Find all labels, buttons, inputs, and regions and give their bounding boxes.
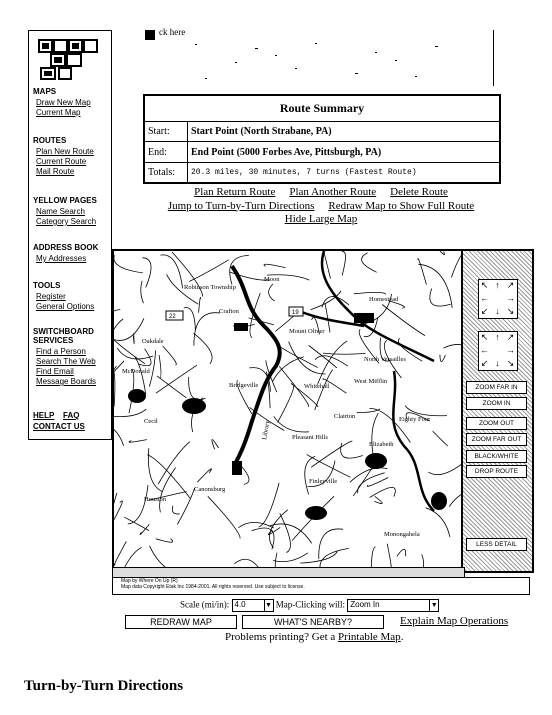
map-canvas[interactable] xyxy=(114,251,461,571)
shield-19: 19 xyxy=(292,310,299,316)
sidebar-contact-link[interactable]: CONTACT US xyxy=(33,422,85,431)
hide-large-map-link[interactable]: Hide Large Map xyxy=(284,213,358,225)
map-road xyxy=(212,440,219,450)
map-place-label: West Mifflin xyxy=(354,378,388,385)
map-place-label: McDonald xyxy=(122,368,150,375)
map-road xyxy=(114,409,146,416)
map-road xyxy=(311,441,352,467)
map-road xyxy=(278,386,294,422)
map-road xyxy=(114,493,117,516)
pan-pad-bottom[interactable]: ↖ ↑ ↗ ← → ↙ ↓ ↘ xyxy=(478,331,518,371)
redraw-map-button[interactable]: REDRAW MAP xyxy=(125,615,237,629)
map-road xyxy=(397,549,406,556)
printable-map-link[interactable]: Printable Map xyxy=(338,631,401,643)
sidebar-link[interactable]: Message Boards xyxy=(36,377,97,386)
copyright-line-1: Map by Where On Up (R) xyxy=(121,578,178,584)
map-road xyxy=(199,297,201,312)
map-road xyxy=(375,496,383,503)
map-place-label: Houston xyxy=(144,496,167,503)
top-noise xyxy=(175,40,475,82)
route-summary xyxy=(143,94,501,184)
map-road xyxy=(163,346,177,365)
sidebar-link[interactable]: Search The Web xyxy=(36,357,96,366)
map-road xyxy=(160,468,176,513)
jump-turn-by-turn-link[interactable]: Jump to Turn-by-Turn Directions xyxy=(167,199,315,212)
route-map[interactable] xyxy=(112,249,463,573)
sidebar-heading: TOOLS xyxy=(33,281,61,290)
map-place-label: Oakdale xyxy=(142,338,164,345)
map-road xyxy=(159,355,161,378)
sidebar-faq-link[interactable]: FAQ xyxy=(63,411,80,420)
less-detail-button[interactable]: LESS DETAIL xyxy=(466,538,527,551)
map-road xyxy=(259,483,279,527)
map-road xyxy=(194,313,220,346)
sidebar-heading: YELLOW PAGES xyxy=(33,196,97,205)
map-road xyxy=(197,469,211,482)
scale-row xyxy=(180,599,439,612)
map-road xyxy=(350,468,387,482)
map-road xyxy=(443,344,461,363)
map-road xyxy=(372,413,378,456)
map-place-label: Eighty Four xyxy=(399,416,431,423)
map-road xyxy=(114,255,143,273)
map-road xyxy=(433,431,448,446)
printing-suffix: . xyxy=(400,631,404,643)
sidebar-heading: SWITCHBOARD SERVICES xyxy=(33,327,94,345)
map-road xyxy=(189,377,206,400)
sidebar-link[interactable]: General Options xyxy=(36,302,95,311)
scale-label: Scale (mi/in): xyxy=(180,599,230,610)
map-road xyxy=(184,308,196,330)
map-road xyxy=(370,408,411,442)
sidebar-heading: ROUTES xyxy=(33,136,67,145)
sidebar-link[interactable]: Register xyxy=(36,292,66,301)
map-road xyxy=(323,353,365,354)
sidebar-heading: MAPS xyxy=(33,87,57,96)
site-logo[interactable] xyxy=(37,37,99,81)
map-road xyxy=(148,448,162,491)
corner-block xyxy=(145,30,155,40)
map-road xyxy=(114,541,126,565)
top-strip xyxy=(145,27,494,86)
map-copyright xyxy=(112,577,530,595)
map-road xyxy=(156,365,197,393)
map-road xyxy=(238,522,273,528)
map-road xyxy=(194,333,212,364)
map-road xyxy=(147,455,190,499)
map-clicking-label: Map-Clicking will: xyxy=(275,599,345,610)
totals-value: 20.3 miles, 30 minutes, 7 turns (Fastest Route) xyxy=(188,162,500,182)
sidebar-link[interactable]: Draw New Map xyxy=(36,98,91,107)
map-road xyxy=(370,487,396,497)
plan-return-route-link[interactable]: Plan Return Route xyxy=(194,186,276,198)
map-road xyxy=(158,442,190,484)
map-road xyxy=(382,305,425,336)
map-road xyxy=(172,506,179,514)
map-road xyxy=(129,440,147,443)
end-value: End Point (5000 Forbes Ave, Pittsburgh, PA) xyxy=(188,142,500,162)
sidebar-link[interactable]: Current Map xyxy=(36,108,81,117)
map-road xyxy=(405,406,447,416)
map-road xyxy=(156,539,173,543)
map-road xyxy=(430,289,451,307)
zoom-far-out-button[interactable]: ZOOM FAR OUT xyxy=(466,433,527,446)
map-place-label: Monongahela xyxy=(384,531,420,538)
route-links xyxy=(143,186,499,227)
zoom-in-button[interactable]: ZOOM IN xyxy=(466,397,527,410)
map-road xyxy=(142,258,151,288)
printing-note xyxy=(225,631,403,643)
scale-select-value: 4.0 xyxy=(234,600,246,609)
scale-select-arrow-icon: ▼ xyxy=(265,602,272,609)
map-road xyxy=(319,529,343,559)
map-road xyxy=(342,252,345,276)
map-road xyxy=(140,524,149,534)
sidebar-link[interactable]: Find a Person xyxy=(36,347,86,356)
map-place-label: Robinson Township xyxy=(184,284,236,291)
map-road xyxy=(440,355,446,362)
plan-another-route-link[interactable]: Plan Another Route xyxy=(289,186,377,198)
printing-prefix: Problems printing? Get a xyxy=(225,631,336,643)
map-road xyxy=(451,251,461,278)
delete-route-link[interactable]: Delete Route xyxy=(390,186,448,198)
map-road xyxy=(362,253,377,272)
map-road xyxy=(189,260,229,282)
sidebar xyxy=(28,30,112,440)
map-road xyxy=(354,292,386,294)
map-road xyxy=(208,496,240,538)
route-line xyxy=(232,266,280,466)
sidebar-link[interactable]: Category Search xyxy=(36,217,97,226)
map-road xyxy=(325,303,330,333)
sidebar-link[interactable]: Find Email xyxy=(36,367,74,376)
map-road xyxy=(289,342,326,374)
map-road xyxy=(157,376,186,398)
explain-map-operations-link[interactable]: Explain Map Operations xyxy=(400,615,509,627)
map-road xyxy=(418,264,452,308)
map-road xyxy=(305,456,315,494)
sidebar-link[interactable]: Name Search xyxy=(36,207,85,216)
top-cut-text[interactable]: ck here xyxy=(159,27,186,37)
map-place-label: Pleasant Hills xyxy=(292,434,328,441)
pan-pad-top[interactable]: ↖ ↑ ↗ ← → ↙ ↓ ↘ xyxy=(478,279,518,319)
map-road xyxy=(418,259,427,285)
map-place-label: Bridgeville xyxy=(229,382,259,389)
map-place-label: Library xyxy=(261,419,272,441)
sidebar-help-link[interactable]: HELP xyxy=(33,411,55,420)
copyright-line-2: Map data Copyright Etak Inc 1984-2001. All rights reserved. Use subject to license. xyxy=(121,584,305,590)
map-place-label: Homestead xyxy=(369,296,399,303)
map-place-label: North Versailles xyxy=(364,356,406,363)
end-label: End: xyxy=(145,142,188,162)
zoom-out-button[interactable]: ZOOM OUT xyxy=(466,417,527,430)
start-label: Start: xyxy=(145,122,188,142)
map-road xyxy=(114,501,122,521)
map-place-label: Mount Oliver xyxy=(289,328,325,335)
redraw-full-route-link[interactable]: Redraw Map to Show Full Route xyxy=(328,199,475,212)
map-place-label: Finleyville xyxy=(309,478,338,485)
map-road xyxy=(264,264,285,267)
map-place-label: Crafton xyxy=(219,308,239,315)
map-road xyxy=(133,333,134,343)
map-place-label: Canonsburg xyxy=(194,486,226,493)
map-road xyxy=(128,485,148,524)
map-road xyxy=(426,508,450,537)
zoom-far-in-button[interactable]: ZOOM FAR IN xyxy=(466,381,527,394)
black-white-button[interactable]: BLACK/WHITE xyxy=(466,450,527,463)
sidebar-heading: ADDRESS BOOK xyxy=(33,243,99,252)
map-controls xyxy=(461,249,534,573)
map-clicking-select-value: Zoom In xyxy=(350,600,380,609)
map-road xyxy=(114,318,144,340)
map-place-label: Cecil xyxy=(144,418,158,425)
map-road xyxy=(449,482,461,506)
map-road xyxy=(428,464,461,474)
map-place-label: Whitehall xyxy=(304,383,330,390)
map-place-label: Moon xyxy=(264,276,280,283)
drop-route-button[interactable]: DROP ROUTE xyxy=(466,465,527,478)
map-road xyxy=(315,356,348,366)
map-road xyxy=(114,423,124,445)
sidebar-link[interactable]: Mail Route xyxy=(36,167,75,176)
map-road xyxy=(427,251,444,255)
whats-nearby-button[interactable]: WHAT'S NEARBY? xyxy=(242,615,384,629)
map-road xyxy=(114,310,120,355)
map-road xyxy=(273,553,308,562)
sidebar-link[interactable]: Plan New Route xyxy=(36,147,94,156)
map-road xyxy=(274,416,309,432)
map-road xyxy=(367,478,388,487)
map-road xyxy=(141,281,144,303)
sidebar-link[interactable]: Current Route xyxy=(36,157,87,166)
sidebar-link[interactable]: My Addresses xyxy=(36,254,87,263)
map-clicking-select[interactable] xyxy=(347,599,439,612)
map-road xyxy=(280,513,291,552)
start-value: Start Point (North Strabane, PA) xyxy=(188,122,500,142)
shield-22: 22 xyxy=(169,314,176,320)
scale-select[interactable] xyxy=(232,599,274,612)
turn-by-turn-heading: Turn-by-Turn Directions xyxy=(24,678,184,694)
map-clicking-arrow-icon: ▼ xyxy=(430,602,438,609)
map-place-label: Clairton xyxy=(334,413,356,420)
map-place-label: Elizabeth xyxy=(369,441,394,448)
totals-label: Totals: xyxy=(145,162,188,182)
route-summary-title: Route Summary xyxy=(145,96,500,122)
map-road xyxy=(269,284,275,301)
